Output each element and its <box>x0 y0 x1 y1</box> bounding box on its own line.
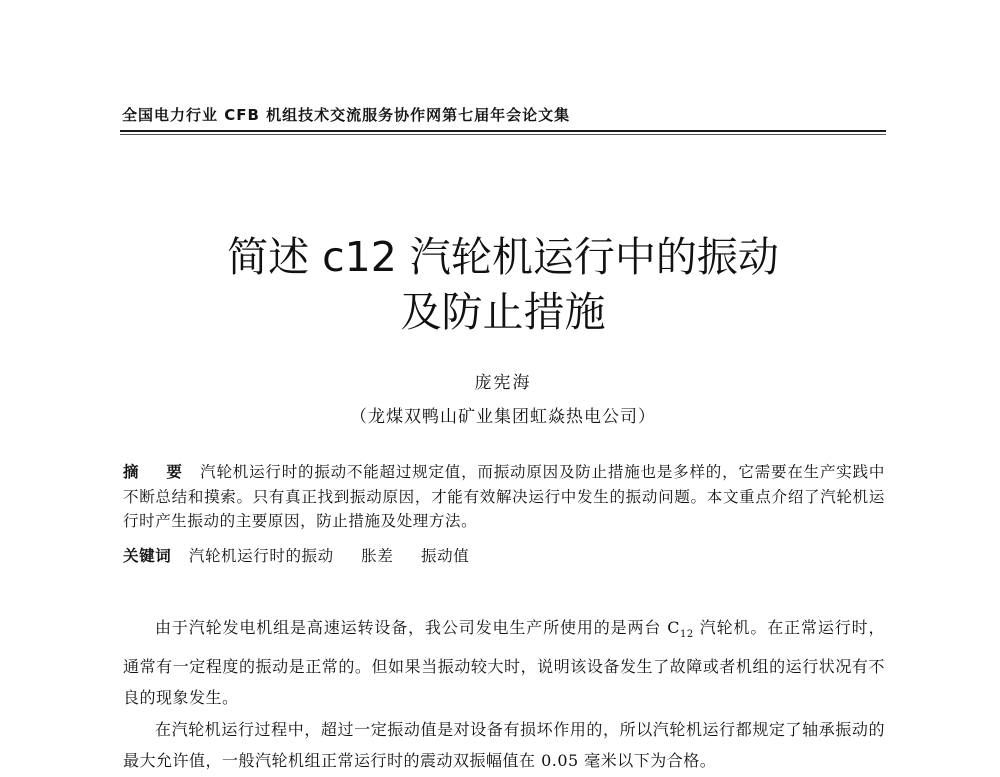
keywords <box>123 544 885 568</box>
keyword-item: 胀差 <box>361 547 394 565</box>
body-text <box>123 612 885 777</box>
abstract-label: 摘 要 <box>123 463 189 481</box>
abstract-text: 汽轮机运行时的振动不能超过规定值，而振动原因及防止措施也是多样的，它需要在生产实践中不断总结和摸索。只有真正找到振动原因，才能有效解决运行中发生的振动问题。本文重点介绍了汽轮机运行时产生振动的主要原因，防止措施及处理方法。 <box>123 463 885 530</box>
running-header: 全国电力行业 CFB 机组技术交流服务协作网第七届年会论文集 <box>122 106 571 124</box>
header-rule-thin <box>120 134 886 135</box>
article-title-line-1: 简述 c12 汽轮机运行中的振动 <box>227 233 779 281</box>
author-affiliation: （龙煤双鸭山矿业集团虹焱热电公司） <box>350 407 656 427</box>
author-name: 庞宪海 <box>474 373 532 393</box>
body-paragraph-1-part-b: 汽轮机。在正常运行时，通常有一定程度的振动是正常的。但如果当振动较大时，说明该设备发生了故障或者机组的运行状况有不良的现象发生。 <box>123 618 885 708</box>
model-subscript: 12 <box>680 629 694 641</box>
article-title-line-2: 及防止措施 <box>400 288 606 336</box>
body-paragraph-1 <box>123 612 885 714</box>
keywords-label: 关键词 <box>123 547 172 565</box>
body-paragraph-2: 在汽轮机运行过程中，超过一定振动值是对设备有损坏作用的，所以汽轮机运行都规定了轴承振动的最大允许值，一般汽轮机组正常运行时的震动双振幅值在 0.05 毫米以下为合格。 <box>123 719 885 771</box>
abstract <box>123 460 885 534</box>
body-paragraph-1-part-a: 由于汽轮发电机组是高速运转设备，我公司发电生产所使用的是两台 C <box>155 618 681 637</box>
keyword-item: 汽轮机运行时的振动 <box>188 547 334 565</box>
header-rule <box>120 130 886 132</box>
keyword-item: 振动值 <box>421 547 470 565</box>
